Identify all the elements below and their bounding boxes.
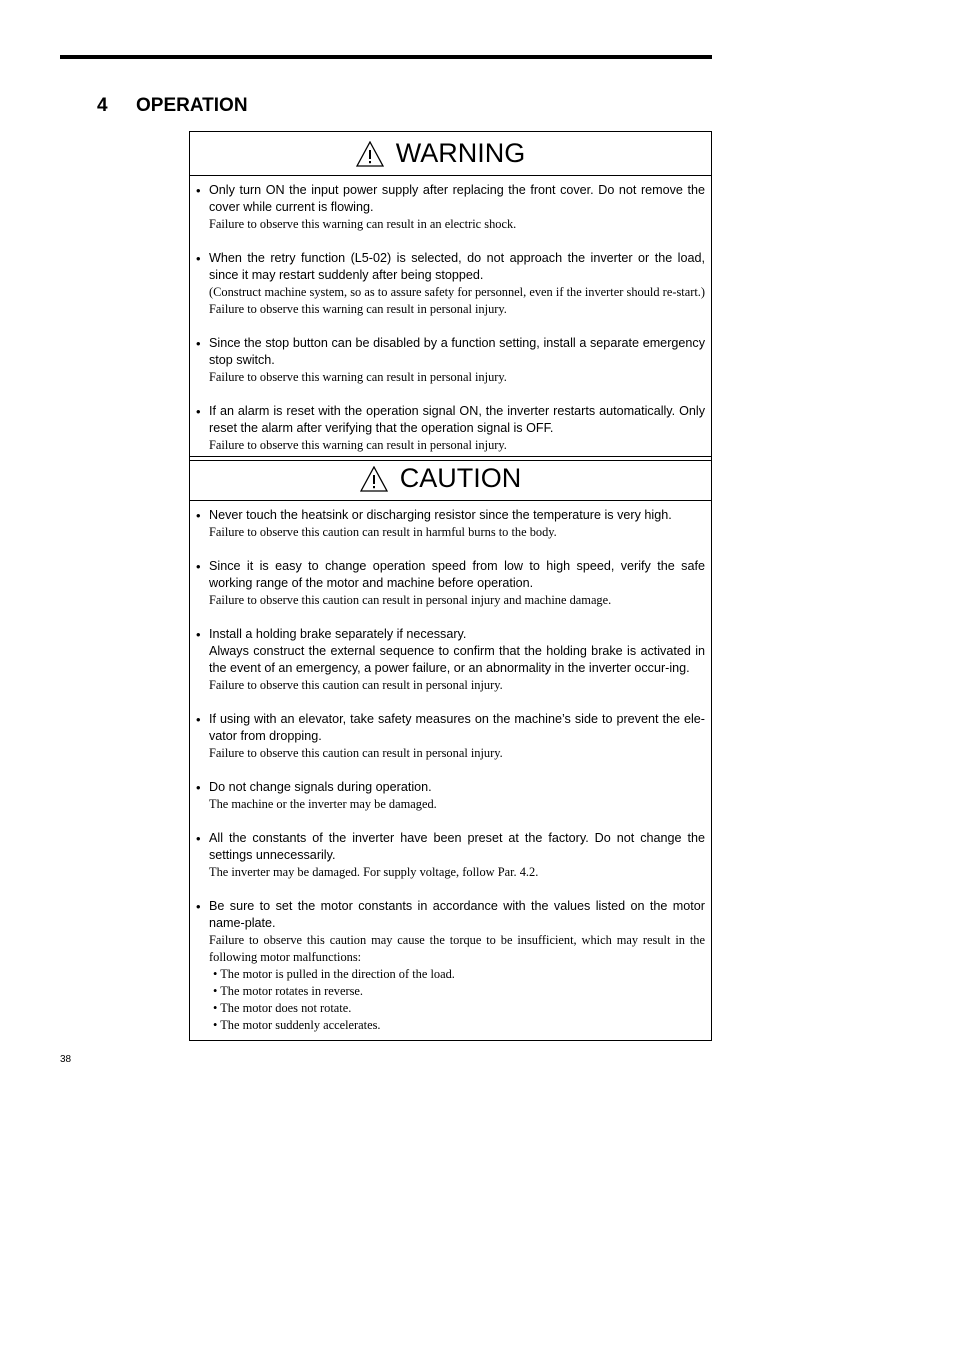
caution-item-text: If using with an elevator, take safety measures on the machine’s side to prevent the ele-vator from dropping. (209, 712, 705, 743)
warning-item-consequence: Failure to observe this warning can result in personal injury. (209, 438, 507, 452)
caution-item (196, 779, 705, 813)
caution-item-text: Do not change signals during operation. (209, 780, 432, 794)
caution-header (190, 457, 711, 501)
caution-item-text: Since it is easy to change operation speed from low to high speed, verify the safe working range of the motor and machine before operation. (209, 559, 705, 590)
caution-item-text: Never touch the heatsink or discharging resistor since the temperature is very high. (209, 508, 672, 522)
bullet: • (196, 508, 201, 523)
caution-item-subpoint: • The motor suddenly accelerates. (213, 1018, 381, 1032)
caution-box (189, 456, 712, 1041)
caution-item (196, 626, 705, 694)
warning-item-consequence: Failure to observe this warning can result in an electric shock. (209, 217, 517, 231)
caution-item-consequence: Failure to observe this caution can result in personal injury and machine damage. (209, 593, 612, 607)
section-number: 4 (97, 95, 108, 116)
warning-item-text: If an alarm is reset with the operation signal ON, the inverter restarts automatically. Only reset the alarm after verifying that the operation signal is OFF. (209, 404, 705, 435)
bullet: • (196, 183, 201, 198)
bullet: • (196, 712, 201, 727)
caution-item-text: All the constants of the inverter have been preset at the factory. Do not change the settings unnecessarily. (209, 831, 705, 862)
caution-item-subpoint: • The motor is pulled in the direction of the load. (213, 967, 455, 981)
warning-item (196, 403, 705, 454)
warning-item-consequence: Failure to observe this warning can result in personal injury. (209, 370, 507, 384)
caution-item-consequence: Failure to observe this caution can result in harmful burns to the body. (209, 525, 557, 539)
caution-title: CAUTION (399, 463, 522, 493)
bullet: • (196, 627, 201, 642)
caution-item-consequence: Failure to observe this caution can result in personal injury. (209, 678, 503, 692)
caution-item-text: Always construct the external sequence to confirm that the holding brake is activated in the event of an emergency, a power failure, or an abnormality in the inverter occur-ing. (209, 644, 705, 675)
caution-item (196, 558, 705, 609)
caution-item-subpoint: • The motor rotates in reverse. (213, 984, 363, 998)
bullet: • (196, 831, 201, 846)
caution-item-subpoint: • The motor does not rotate. (213, 1001, 352, 1015)
caution-item (196, 898, 705, 1034)
warning-item (196, 250, 705, 318)
warning-item (196, 182, 705, 233)
warning-item (196, 335, 705, 386)
bullet: • (196, 899, 201, 914)
caution-item (196, 830, 705, 881)
warning-triangle-icon (360, 466, 388, 492)
section-heading (97, 95, 248, 117)
top-rule (60, 55, 712, 59)
caution-item (196, 507, 705, 541)
caution-item-consequence: Failure to observe this caution may cause the torque to be insufficient, which may result in the following motor malfunctions: (209, 933, 705, 964)
warning-header (190, 132, 711, 176)
caution-item-text: Install a holding brake separately if necessary. (209, 627, 467, 641)
caution-item-consequence: The machine or the inverter may be damaged. (209, 797, 437, 811)
caution-body (190, 501, 711, 1040)
warning-item-consequence: (Construct machine system, so as to assure safety for personnel, even if the inverter should re-start.) Failure to observe this warning can result in personal injury. (209, 285, 705, 316)
section-title: OPERATION (136, 95, 248, 116)
page-number: 38 (60, 1054, 72, 1065)
bullet: • (196, 559, 201, 574)
bullet: • (196, 336, 201, 351)
warning-title: WARNING (395, 138, 526, 168)
caution-item (196, 711, 705, 762)
warning-triangle-icon (356, 141, 384, 167)
warning-item-text: Only turn ON the input power supply after replacing the front cover. Do not remove the cover while current is flowing. (209, 183, 705, 214)
warning-box (189, 131, 712, 461)
bullet: • (196, 251, 201, 266)
warning-item-text: Since the stop button can be disabled by a function setting, install a separate emergency stop switch. (209, 336, 705, 367)
bullet: • (196, 780, 201, 795)
warning-item-text: When the retry function (L5-02) is selected, do not approach the inverter or the load, since it may restart suddenly after being stopped. (209, 251, 705, 282)
caution-item-consequence: The inverter may be damaged. For supply voltage, follow Par. 4.2. (209, 865, 539, 879)
caution-item-text: Be sure to set the motor constants in accordance with the values listed on the motor name-plate. (209, 899, 705, 930)
warning-body (190, 176, 711, 460)
caution-item-consequence: Failure to observe this caution can result in personal injury. (209, 746, 503, 760)
bullet: • (196, 404, 201, 419)
